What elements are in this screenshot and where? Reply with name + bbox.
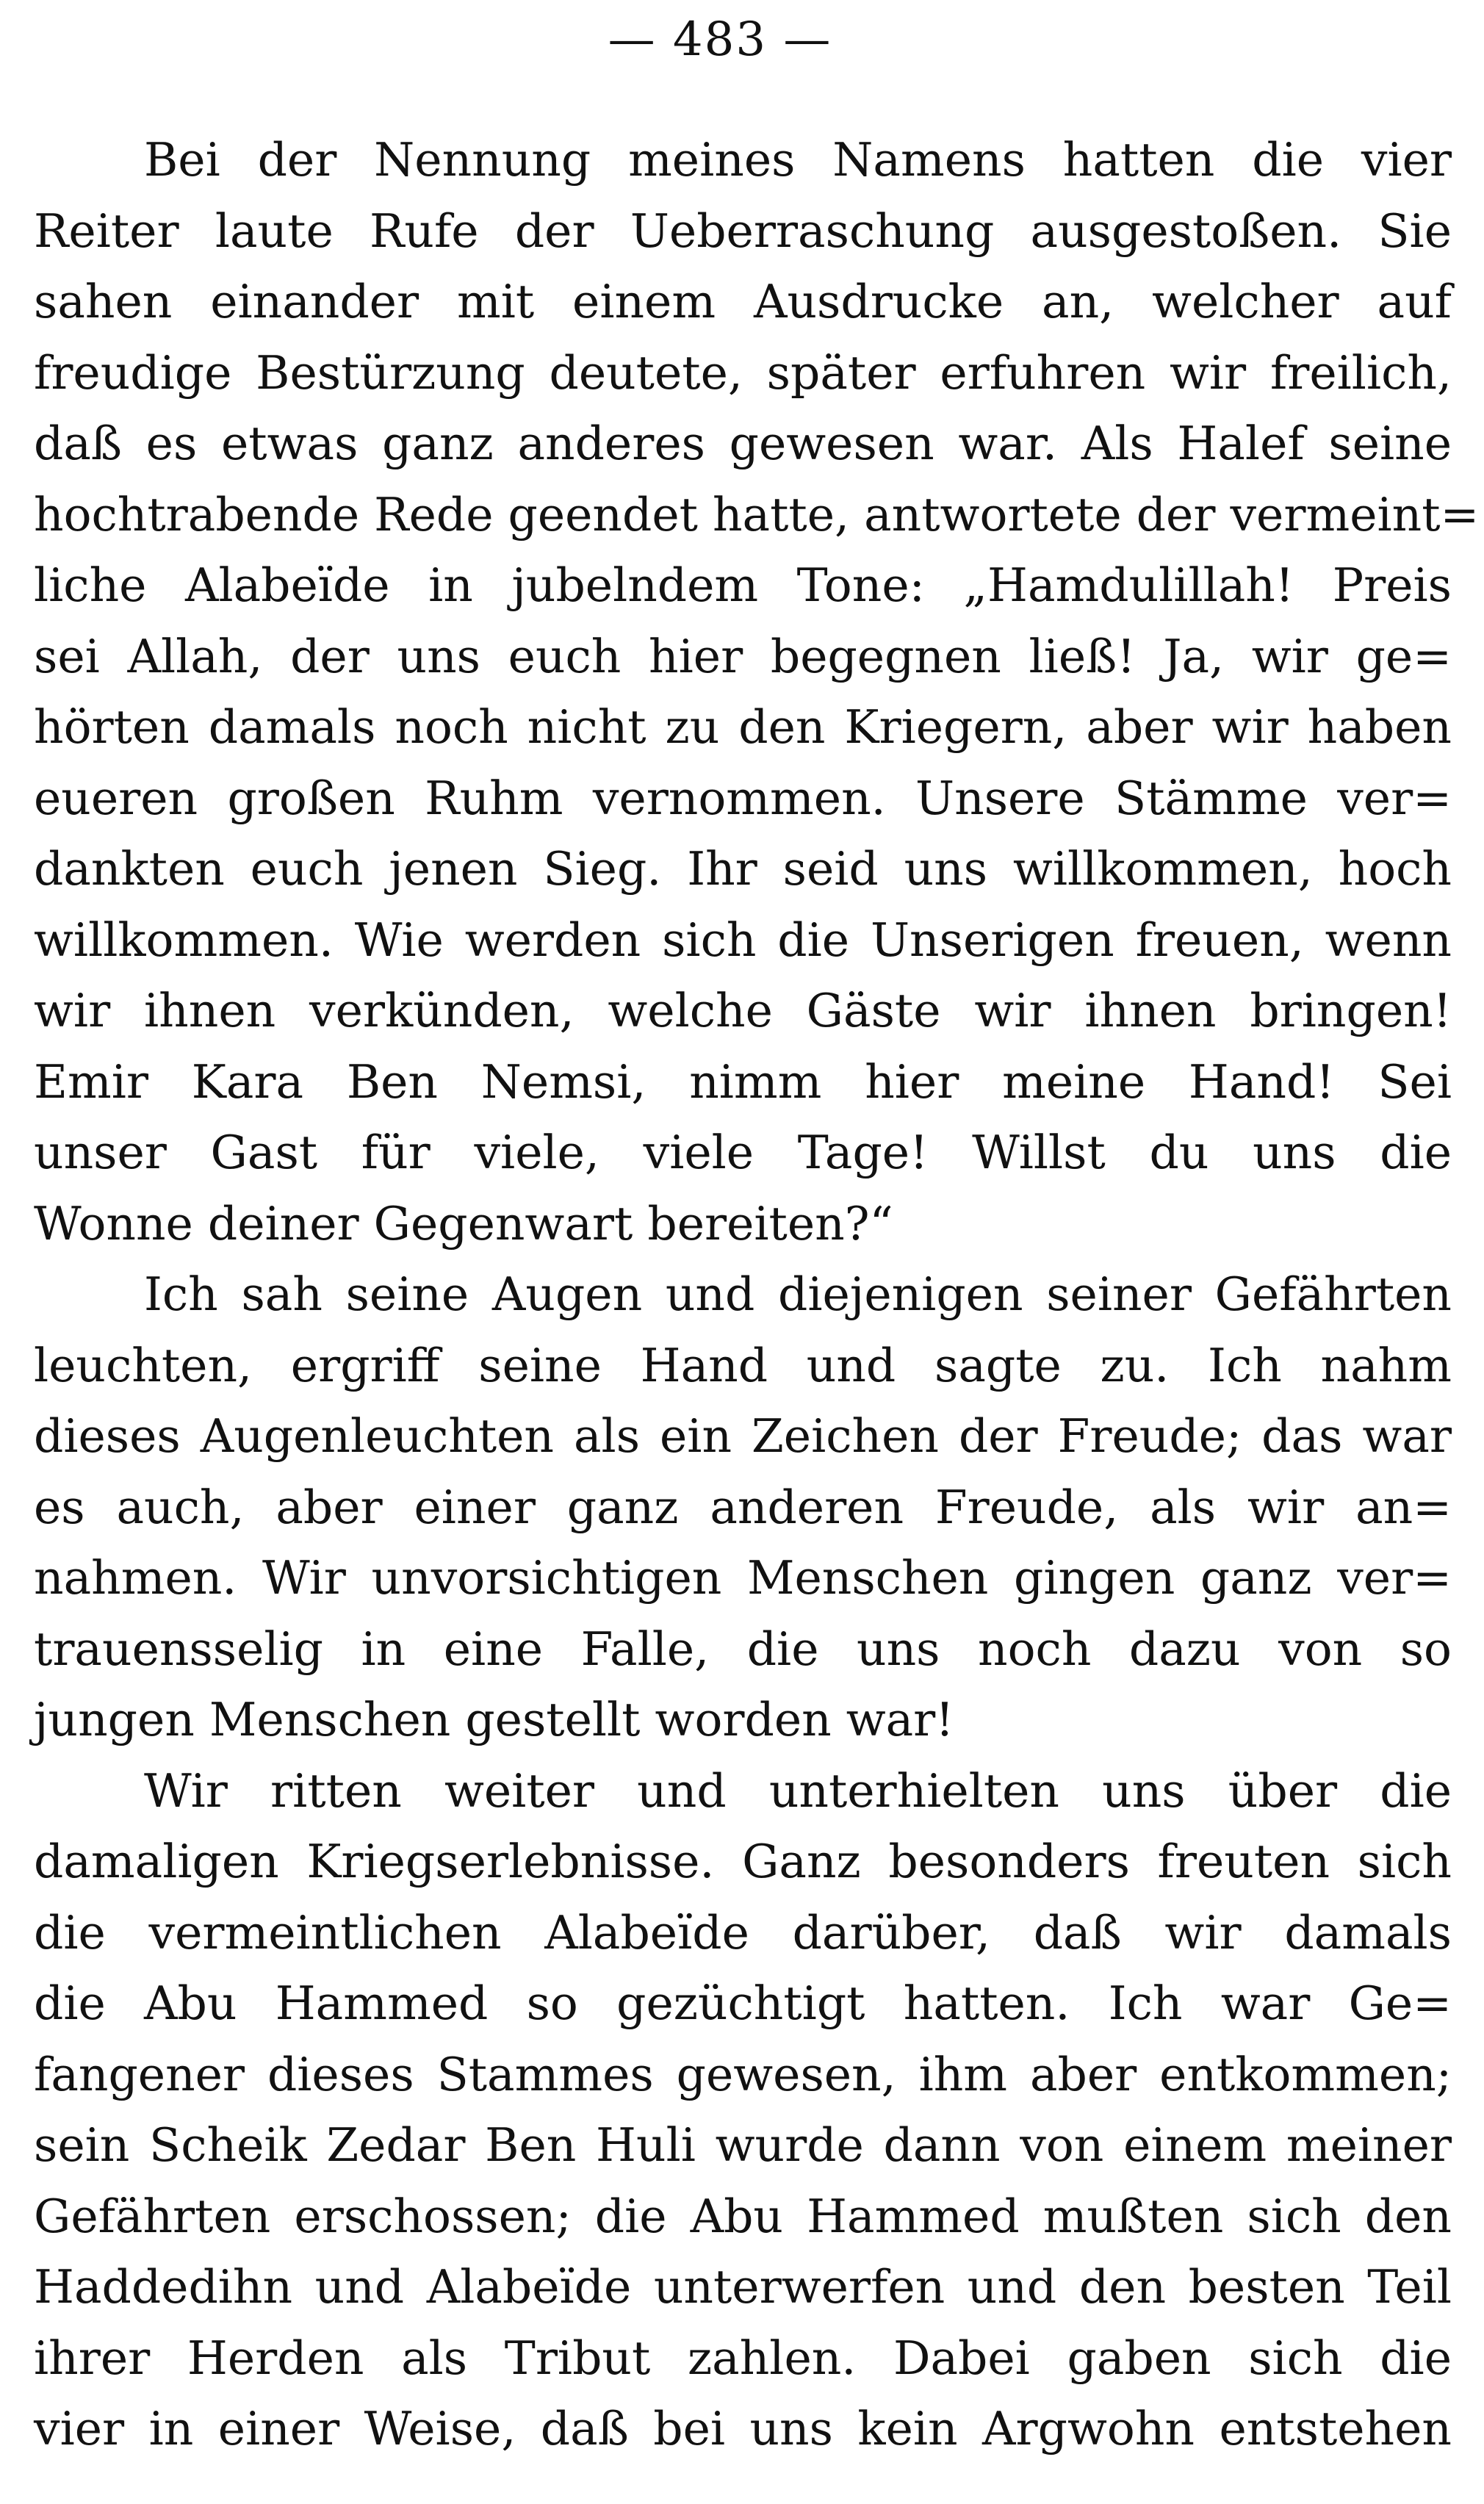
text-line: damaligen Kriegserlebnisse. Ganz besonders freuten sich bbox=[34, 1835, 1452, 1888]
text-line: Ich sah seine Augen und diejenigen seiner Gefährten bbox=[144, 1267, 1452, 1321]
text-line: Emir Kara Ben Nemsi, nimm hier meine Hand! Sei bbox=[34, 1054, 1452, 1109]
text-line: wir ihnen verkünden, welche Gäste wir ihnen bringen! bbox=[34, 984, 1452, 1037]
text-line: fangener dieses Stammes gewesen, ihm aber entkommen; bbox=[34, 2047, 1452, 2101]
text-line: eueren großen Ruhm vernommen. Unsere Stämme ver= bbox=[34, 771, 1452, 825]
text-line: willkommen. Wie werden sich die Unserigen freuen, wenn bbox=[34, 913, 1452, 967]
text-line: Haddedihn und Alabeïde unterwerfen und den besten Teil bbox=[34, 2260, 1452, 2314]
text-line: sei Allah, der uns euch hier begegnen ließ! Ja, wir ge= bbox=[34, 629, 1452, 683]
text-line: vier in einer Weise, daß bei uns kein Argwohn entstehen bbox=[34, 2402, 1452, 2456]
text-line: dankten euch jenen Sieg. Ihr seid uns willkommen, hoch bbox=[34, 842, 1452, 896]
text-line: Wir ritten weiter und unterhielten uns über die bbox=[144, 1763, 1452, 1818]
text-line: die Abu Hammed so gezüchtigt hatten. Ich war Ge= bbox=[34, 1976, 1452, 2030]
text-line: ihrer Herden als Tribut zahlen. Dabei gaben sich die bbox=[34, 2331, 1452, 2385]
text-line: Wonne deiner Gegenwart bereiten?“ bbox=[34, 1196, 893, 1251]
text-line: hörten damals noch nicht zu den Kriegern, aber wir haben bbox=[34, 700, 1452, 754]
text-line: nahmen. Wir unvorsichtigen Menschen gingen ganz ver= bbox=[34, 1551, 1452, 1605]
text-line: Bei der Nennung meines Namens hatten die vier bbox=[144, 133, 1452, 187]
text-line: es auch, aber einer ganz anderen Freude, als wir an= bbox=[34, 1480, 1452, 1534]
text-line: Gefährten erschossen; die Abu Hammed mußten sich den bbox=[34, 2189, 1452, 2243]
text-line: dieses Augenleuchten als ein Zeichen der Freude; das war bbox=[34, 1409, 1452, 1463]
body-text bbox=[34, 125, 1480, 2465]
page-number: — 483 — bbox=[608, 12, 832, 67]
text-line: trauensselig in eine Falle, die uns noch dazu von so bbox=[34, 1622, 1452, 1676]
text-line: jungen Menschen gestellt worden war! bbox=[34, 1693, 954, 1746]
text-line: freudige Bestürzung deutete, später erfuhren wir freilich, bbox=[34, 345, 1452, 400]
text-line: sahen einander mit einem Ausdrucke an, welcher auf bbox=[34, 275, 1452, 328]
text-line: daß es etwas ganz anderes gewesen war. Als Halef seine bbox=[34, 417, 1452, 470]
text-line: die vermeintlichen Alabeïde darüber, daß wir damals bbox=[34, 1905, 1452, 1960]
text-line: sein Scheik Zedar Ben Huli wurde dann von einem meiner bbox=[34, 2118, 1452, 2172]
text-line: Reiter laute Rufe der Ueberraschung ausgestoßen. Sie bbox=[34, 204, 1452, 258]
text-line: leuchten, ergriff seine Hand und sagte zu. Ich nahm bbox=[34, 1338, 1452, 1392]
text-line: hochtrabende Rede geendet hatte, antwortete der vermeint= bbox=[34, 487, 1480, 542]
text-line: unser Gast für viele, viele Tage! Willst du uns die bbox=[34, 1126, 1452, 1179]
text-line: liche Alabeïde in jubelndem Tone: „Hamdulillah! Preis bbox=[34, 558, 1452, 612]
